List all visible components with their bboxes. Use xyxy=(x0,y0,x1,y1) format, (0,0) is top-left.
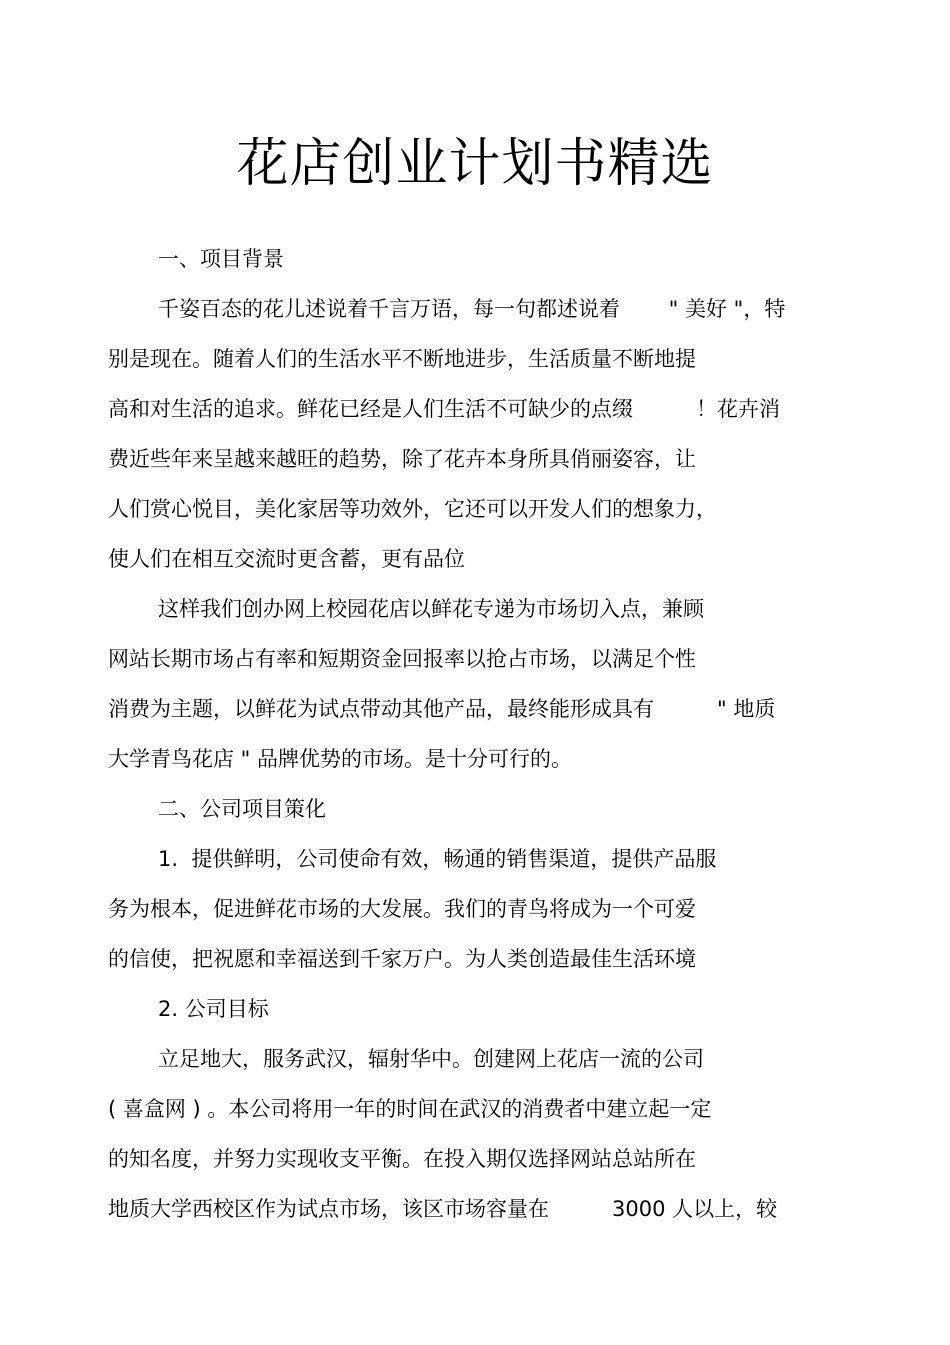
document-title: 花店创业计划书精选 xyxy=(236,134,714,194)
section-heading-1: 一、项目背景 xyxy=(158,247,284,271)
paragraph-line: 人们赏心悦目，美化家居等功效外，它还可以开发人们的想象力， xyxy=(108,497,717,521)
paragraph-line: 大学青鸟花店 " 品牌优势的市场。是十分可行的。 xyxy=(108,747,573,771)
paragraph-line: 这样我们创办网上校园花店以鲜花专递为市场切入点，兼顾 xyxy=(158,597,704,621)
paragraph-line: 使人们在相互交流时更含蓄，更有品位 xyxy=(108,547,465,571)
paragraph-line: 千姿百态的花儿述说着千言万语，每一句都述说着 " 美好 "，特 xyxy=(158,297,786,321)
paragraph-line: 费近些年来呈越来越旺的趋势，除了花卉本身所具俏丽姿容，让 xyxy=(108,447,696,471)
paragraph-line: 务为根本，促进鲜花市场的大发展。我们的青鸟将成为一个可爱 xyxy=(108,897,696,921)
paragraph-line: 的知名度，并努力实现收支平衡。在投入期仅选择网站总站所在 xyxy=(108,1147,696,1171)
paragraph-line: 消费为主题，以鲜花为试点带动其他产品，最终能形成具有 " 地质 xyxy=(108,697,776,721)
paragraph-line: 1. 提供鲜明，公司使命有效，畅通的销售渠道，提供产品服 xyxy=(158,847,717,871)
paragraph-line: ( 喜盒网 ) 。本公司将用一年的时间在武汉的消费者中建立起一定 xyxy=(108,1097,712,1121)
section-heading-2: 二、公司项目策化 xyxy=(158,797,326,821)
subheading-company-goals: 2. 公司目标 xyxy=(158,997,269,1021)
paragraph-line: 地质大学西校区作为试点市场，该区市场容量在 3000 人以上，较 xyxy=(108,1197,778,1221)
paragraph-line: 立足地大，服务武汉，辐射华中。创建网上花店一流的公司 xyxy=(158,1047,704,1071)
paragraph-line: 高和对生活的追求。鲜花已经是人们生活不可缺少的点缀 ！花卉消 xyxy=(108,397,780,421)
paragraph-line: 的信使，把祝愿和幸福送到千家万户。为人类创造最佳生活环境 xyxy=(108,947,696,971)
paragraph-line: 别是现在。随着人们的生活水平不断地进步，生活质量不断地提 xyxy=(108,347,696,371)
paragraph-line: 网站长期市场占有率和短期资金回报率以抢占市场，以满足个性 xyxy=(108,647,696,671)
